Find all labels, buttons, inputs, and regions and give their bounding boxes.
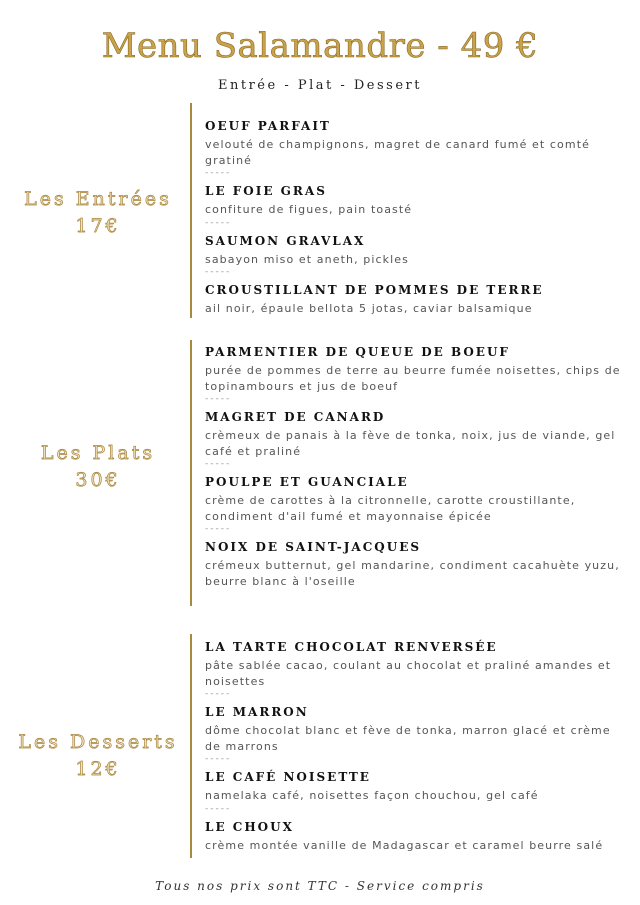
item-name: OEUF PARFAIT bbox=[205, 119, 331, 133]
section-title: Les Desserts bbox=[18, 731, 178, 753]
list-item bbox=[205, 639, 625, 700]
item-name: POULPE ET GUANCIALE bbox=[205, 475, 409, 489]
item-list bbox=[205, 118, 625, 321]
list-item bbox=[205, 183, 625, 229]
section-title: Les Entrées bbox=[24, 188, 172, 210]
section-price: 30€ bbox=[75, 469, 121, 491]
item-separator: ----- bbox=[205, 689, 232, 699]
item-separator: ----- bbox=[205, 394, 232, 404]
menu-title: Menu Salamandre - 49 € bbox=[101, 26, 539, 66]
item-description: sabayon miso et aneth, pickles bbox=[205, 252, 409, 266]
item-separator: ----- bbox=[205, 267, 232, 277]
item-description: namelaka café, noisettes façon chouchou, gel café bbox=[205, 789, 539, 802]
item-separator: ----- bbox=[205, 168, 232, 178]
item-name: MAGRET DE CANARD bbox=[205, 410, 386, 424]
section-title: Les Plats bbox=[40, 442, 156, 464]
item-description: pâte sablée cacao, coulant au chocolat et praliné amandes et noisettes bbox=[205, 659, 612, 688]
item-description: velouté de champignons, magret de canard fumé et comté gratiné bbox=[205, 138, 590, 167]
item-name: LA TARTE CHOCOLAT RENVERSÉE bbox=[205, 640, 498, 654]
list-item bbox=[205, 344, 625, 405]
item-description: purée de pommes de terre au beurre fumée noisettes, chips de topinambours et jus de boeuf bbox=[205, 364, 621, 393]
list-item bbox=[205, 118, 625, 179]
list-item bbox=[205, 819, 625, 854]
section-label bbox=[8, 186, 188, 240]
item-description: crème montée vanille de Madagascar et caramel beurre salé bbox=[205, 838, 604, 852]
item-description: crèmeux de panais à la fève de tonka, noix, jus de viande, gel café et praliné bbox=[205, 429, 616, 458]
item-separator: ----- bbox=[205, 459, 232, 469]
section-divider bbox=[190, 103, 192, 318]
list-item bbox=[205, 474, 625, 535]
item-separator: ----- bbox=[205, 524, 232, 534]
item-description: crème de carottes à la citronnelle, carotte croustillante, condiment d'ail fumé et mayonnaise épicée bbox=[205, 494, 576, 523]
menu-subtitle: Entrée - Plat - Dessert bbox=[218, 78, 422, 93]
list-item bbox=[205, 539, 625, 589]
item-separator: ----- bbox=[205, 803, 232, 814]
item-description: dôme chocolat blanc et fève de tonka, marron glacé et crème de marrons bbox=[205, 724, 611, 753]
section-divider bbox=[190, 634, 192, 858]
item-list bbox=[205, 639, 625, 857]
list-item bbox=[205, 409, 625, 470]
item-name: LE CHOUX bbox=[205, 819, 294, 834]
item-description: confiture de figues, pain toasté bbox=[205, 203, 413, 216]
item-list bbox=[205, 344, 625, 593]
section-divider bbox=[190, 340, 192, 606]
section-label bbox=[8, 440, 188, 494]
list-item bbox=[205, 769, 625, 815]
item-name: LE FOIE GRAS bbox=[205, 184, 327, 198]
item-description: ail noir, épaule bellota 5 jotas, caviar balsamique bbox=[205, 302, 533, 315]
list-item bbox=[205, 282, 625, 317]
list-item bbox=[205, 233, 625, 279]
footer-note: Tous nos prix sont TTC - Service compris bbox=[155, 879, 485, 893]
item-separator: ----- bbox=[205, 217, 232, 228]
section-price: 17€ bbox=[75, 215, 121, 237]
item-name: LE CAFÉ NOISETTE bbox=[205, 770, 371, 784]
item-separator: ----- bbox=[205, 754, 232, 764]
section-price: 12€ bbox=[75, 758, 121, 780]
item-name: CROUSTILLANT DE POMMES DE TERRE bbox=[205, 283, 544, 297]
item-name: LE MARRON bbox=[205, 705, 309, 719]
item-name: PARMENTIER DE QUEUE DE BOEUF bbox=[205, 345, 510, 359]
item-name: NOIX DE SAINT-JACQUES bbox=[205, 540, 422, 554]
section-label bbox=[8, 729, 188, 783]
item-description: crémeux butternut, gel mandarine, condiment cacahuète yuzu, beurre blanc à l'oseille bbox=[205, 559, 620, 588]
item-name: SAUMON GRAVLAX bbox=[205, 233, 366, 248]
list-item bbox=[205, 704, 625, 765]
